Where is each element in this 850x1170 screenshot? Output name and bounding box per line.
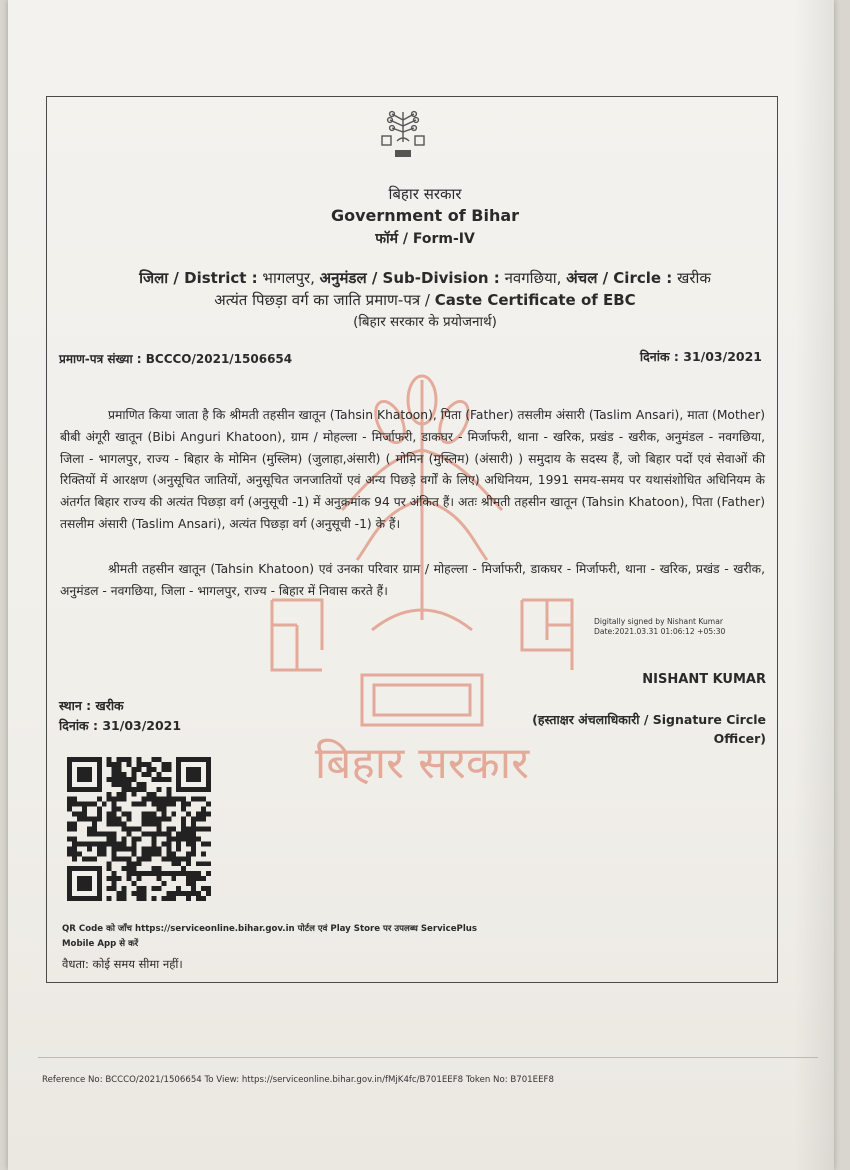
certificate-body-paragraph-2: श्रीमती तहसीन खातून (Tahsin Khatoon) एवं उनका परिवार ग्राम / मोहल्ला - मिर्जाफरी, डाकघर - मिर्जाफरी, थाना - खरिक, प्रखंड - खरीक, अनुमंडल - नवगछिया, जिला - भागलपुर, राज्य - बिहार में निवास करते हैं। (60, 562, 765, 598)
circle-label: अंचल / Circle : (566, 269, 673, 287)
location-line (0, 268, 850, 288)
qr-note-line-2: Mobile App से करें (62, 939, 139, 949)
place-and-date (59, 696, 181, 736)
certificate-purpose: (बिहार सरकार के प्रयोजनार्थ) (353, 314, 497, 330)
certificate-title-hindi: अत्यंत पिछड़ा वर्ग का जाति प्रमाण-पत्र / (214, 291, 430, 309)
qr-verification-note (62, 922, 512, 952)
reference-line: Reference No: BCCCO/2021/1506654 To View: https://serviceonline.bihar.gov.in/fMjK4fc/B701EEF8 Token No: B701EEF8 (42, 1075, 554, 1085)
watermark-text: बिहार सरकार (314, 738, 530, 789)
certificate-number: प्रमाण-पत्र संख्या : BCCCO/2021/1506654 (59, 352, 293, 366)
issue-date-top: दिनांक : 31/03/2021 (639, 349, 762, 364)
government-title-hindi: बिहार सरकार (388, 185, 462, 203)
government-title-english: Government of Bihar (330, 206, 520, 225)
digital-signature-stamp (594, 617, 725, 637)
signatory-name: NISHANT KUMAR (642, 672, 766, 687)
district-label: जिला / District : (139, 269, 258, 287)
issue-date-bottom: दिनांक : 31/03/2021 (59, 718, 182, 733)
footer-divider (38, 1057, 818, 1058)
qr-code[interactable] (66, 757, 212, 901)
validity-note: वैधता: कोई समय सीमा नहीं। (62, 957, 183, 971)
page-fold-shadow (794, 0, 834, 1170)
signatory-role-line-2: Officer) (713, 731, 766, 746)
certificate-title-english: Caste Certificate of EBC (434, 291, 636, 309)
signatory-role (516, 710, 766, 748)
district-value: भागलपुर, (262, 269, 315, 287)
bihar-emblem-icon (378, 108, 428, 160)
certificate-body-paragraph-1: प्रमाणित किया जाता है कि श्रीमती तहसीन खातून (Tahsin Khatoon), पिता (Father) तसलीम अंसारी (Taslim Ansari), माता (Mother) बीबी अंगूरी खातून (Bibi Anguri Khatoon), ग्राम / मोहल्ला - मिर्जाफरी, डाकघर - मिर्जाफरी, थाना - खरिक, प्रखंड - खरीक, अनुमंडल - नवगछिया, जिला - भागलपुर, राज्य - बिहार के मोमिन (मुस्लिम) (जुलाहा,अंसारी) ( मोमिन (मुस्लिम) (अंसारी) ) समुदाय के सदस्य हैं, जो बिहार पदों एवं सेवाओं की रिक्तियों में आरक्षण (अनुसूचित जातियों, अनुसूचित जनजातियों एवं अन्य पिछड़े वर्गों के लिए) अधिनियम, 1991 समय-समय पर यथासंशोधित अधिनियम के अंतर्गत बिहार राज्य की अत्यंत पिछड़ा वर्ग (अनुसूची -1) में अनुक्रमांक 94 पर अंकित हैं। अतः श्रीमती तहसीन खातून (Tahsin Khatoon), पिता (Father) तसलीम अंसारी (Taslim Ansari), अत्यंत पिछड़ा वर्ग (अनुसूची -1) के हैं। (60, 408, 765, 531)
signatory-role-line-1: (हस्ताक्षर अंचलाधिकारी / Signature Circle (532, 712, 766, 727)
form-number: फॉर्म / Form-IV (375, 231, 475, 247)
subdivision-label: अनुमंडल / Sub-Division : (319, 269, 500, 287)
qr-note-line-1: QR Code को जाँच https://serviceonline.bihar.gov.in पोर्टल एवं Play Store पर उपलब्ध ServicePlus (62, 924, 478, 934)
circle-value: खरीक (677, 269, 711, 287)
digital-signature-line-1: Digitally signed by Nishant Kumar (594, 617, 723, 626)
subdivision-value: नवगछिया, (504, 269, 562, 287)
issue-place: स्थान : खरीक (59, 698, 124, 713)
digital-signature-line-2: Date:2021.03.31 01:06:12 +05:30 (594, 627, 726, 636)
certificate-title (0, 290, 850, 310)
